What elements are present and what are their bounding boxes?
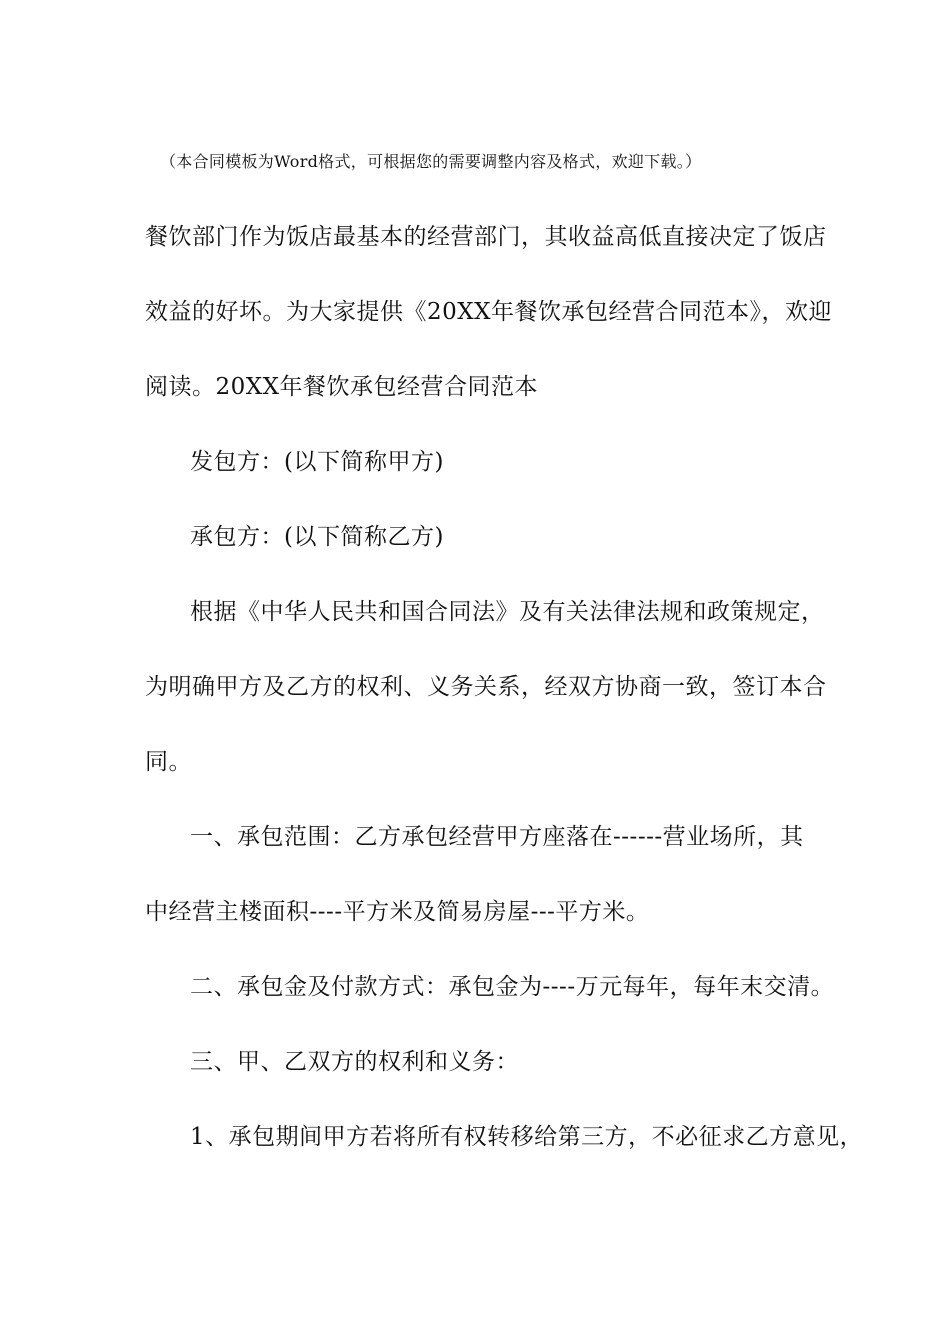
- legal-basis-line-3: 同。: [145, 749, 192, 775]
- legal-basis-line-2: 为明确甲方及乙方的权利、义务关系，经双方协商一致，签订本合: [145, 674, 827, 700]
- scope-clause-line-1: 一、承包范围：乙方承包经营甲方座落在------营业场所，其: [190, 824, 804, 850]
- payment-clause: 二、承包金及付款方式：承包金为----万元每年，每年末交清。: [190, 974, 835, 1000]
- legal-basis-line-1: 根据《中华人民共和国合同法》及有关法律法规和政策规定，: [190, 599, 825, 625]
- contract-contractor: 承包方：(以下简称乙方): [190, 524, 444, 550]
- template-note: （本合同模板为Word格式，可根据您的需要调整内容及格式，欢迎下载。）: [160, 152, 702, 171]
- intro-line-3: 阅读。20XX年餐饮承包经营合同范本: [145, 374, 539, 400]
- rights-heading: 三、甲、乙双方的权利和义务：: [190, 1049, 519, 1075]
- scope-clause-line-2: 中经营主楼面积----平方米及简易房屋---平方米。: [145, 899, 650, 925]
- contract-issuer: 发包方：(以下简称甲方): [190, 449, 444, 475]
- intro-line-1: 餐饮部门作为饭店最基本的经营部门，其收益高低直接决定了饭店: [145, 224, 827, 250]
- rights-item-1: 1、承包期间甲方若将所有权转移给第三方，不必征求乙方意见，: [190, 1124, 864, 1150]
- intro-line-2: 效益的好坏。为大家提供《20XX年餐饮承包经营合同范本》，欢迎: [145, 299, 833, 325]
